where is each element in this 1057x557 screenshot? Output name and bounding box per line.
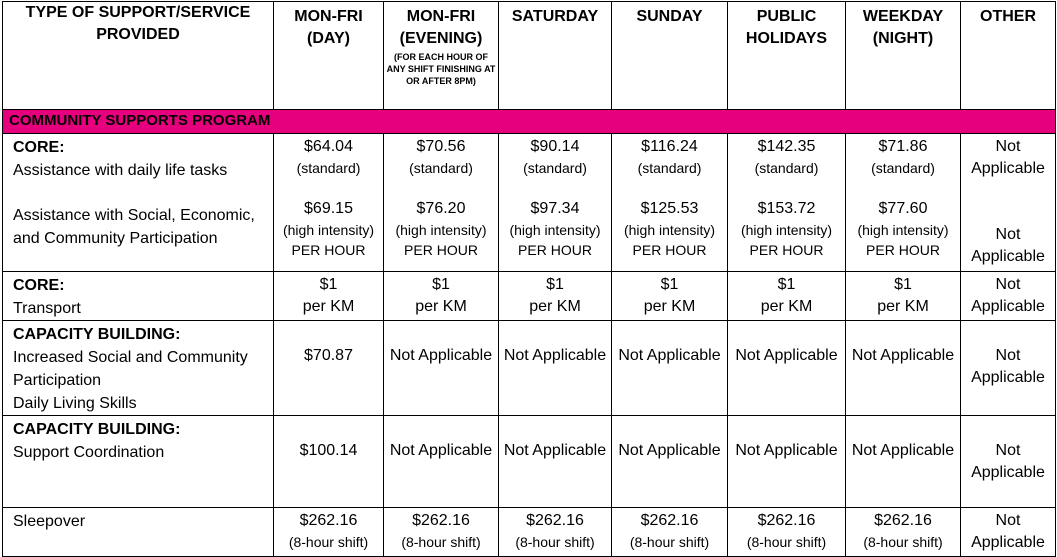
cell-transport-saturday: $1 per KM bbox=[499, 272, 612, 321]
row-sleepover bbox=[3, 508, 1056, 557]
row-label-core-daily: CORE: Assistance with daily life tasks Assistance with Social, Economic, and Community Participation bbox=[3, 134, 274, 272]
cell-capacity-social-weekday-night: Not Applicable bbox=[846, 321, 961, 416]
cell-coordination-saturday: Not Applicable bbox=[499, 416, 612, 508]
cell-capacity-social-mon-fri-day: $70.87 bbox=[274, 321, 384, 416]
cell-sleepover-weekday-night: $262.16 (8-hour shift) bbox=[846, 508, 961, 557]
support-rates-table bbox=[2, 1, 1056, 557]
section-row bbox=[3, 110, 1056, 134]
cell-capacity-social-sunday: Not Applicable bbox=[612, 321, 728, 416]
cell-coordination-public-holidays: Not Applicable bbox=[728, 416, 846, 508]
cell-coordination-weekday-night: Not Applicable bbox=[846, 416, 961, 508]
cell-core-daily-sunday: $116.24 (standard) $125.53 (high intensity) PER HOUR bbox=[612, 134, 728, 272]
cell-coordination-mon-fri-day: $100.14 bbox=[274, 416, 384, 508]
row-label-sleepover: Sleepover bbox=[3, 508, 274, 557]
header-row bbox=[3, 2, 1056, 110]
cell-core-daily-public-holidays: $142.35 (standard) $153.72 (high intensity) PER HOUR bbox=[728, 134, 846, 272]
cell-sleepover-sunday: $262.16 (8-hour shift) bbox=[612, 508, 728, 557]
row-capacity-social bbox=[3, 321, 1056, 416]
header-weekday-night: WEEKDAY (NIGHT) bbox=[846, 2, 961, 110]
header-sunday: SUNDAY bbox=[612, 2, 728, 110]
cell-sleepover-saturday: $262.16 (8-hour shift) bbox=[499, 508, 612, 557]
cell-core-daily-mon-fri-evening: $70.56 (standard) $76.20 (high intensity) PER HOUR bbox=[384, 134, 499, 272]
cell-coordination-other: Not Applicable bbox=[961, 416, 1056, 508]
header-public-holidays: PUBLIC HOLIDAYS bbox=[728, 2, 846, 110]
header-mon-fri-day: MON-FRI (DAY) bbox=[274, 2, 384, 110]
cell-capacity-social-public-holidays: Not Applicable bbox=[728, 321, 846, 416]
row-label-capacity-coordination: CAPACITY BUILDING: Support Coordination bbox=[3, 416, 274, 508]
header-other: OTHER bbox=[961, 2, 1056, 110]
cell-transport-sunday: $1 per KM bbox=[612, 272, 728, 321]
cell-capacity-social-other: Not Applicable bbox=[961, 321, 1056, 416]
cell-capacity-social-saturday: Not Applicable bbox=[499, 321, 612, 416]
cell-core-daily-other: Not Applicable Not Applicable bbox=[961, 134, 1056, 272]
cell-sleepover-mon-fri-evening: $262.16 (8-hour shift) bbox=[384, 508, 499, 557]
cell-transport-other: Not Applicable bbox=[961, 272, 1056, 321]
cell-coordination-sunday: Not Applicable bbox=[612, 416, 728, 508]
cell-sleepover-public-holidays: $262.16 (8-hour shift) bbox=[728, 508, 846, 557]
header-mon-fri-evening: MON-FRI (EVENING) (FOR EACH HOUR OF ANY SHIFT FINISHING AT OR AFTER 8PM) bbox=[384, 2, 499, 110]
cell-transport-public-holidays: $1 per KM bbox=[728, 272, 846, 321]
cell-transport-mon-fri-day: $1 per KM bbox=[274, 272, 384, 321]
row-core-daily bbox=[3, 134, 1056, 272]
cell-core-daily-weekday-night: $71.86 (standard) $77.60 (high intensity) PER HOUR bbox=[846, 134, 961, 272]
cell-core-daily-mon-fri-day: $64.04 (standard) $69.15 (high intensity) PER HOUR bbox=[274, 134, 384, 272]
row-capacity-coordination bbox=[3, 416, 1056, 508]
row-core-transport bbox=[3, 272, 1056, 321]
cell-sleepover-mon-fri-day: $262.16 (8-hour shift) bbox=[274, 508, 384, 557]
cell-transport-weekday-night: $1 per KM bbox=[846, 272, 961, 321]
row-label-capacity-social: CAPACITY BUILDING: Increased Social and Community Participation Daily Living Skills bbox=[3, 321, 274, 416]
cell-coordination-mon-fri-evening: Not Applicable bbox=[384, 416, 499, 508]
header-type-of-support: TYPE OF SUPPORT/SERVICE PROVIDED bbox=[3, 2, 274, 110]
row-label-core-transport: CORE: Transport bbox=[3, 272, 274, 321]
cell-sleepover-other: Not Applicable bbox=[961, 508, 1056, 557]
cell-transport-mon-fri-evening: $1 per KM bbox=[384, 272, 499, 321]
header-saturday: SATURDAY bbox=[499, 2, 612, 110]
header-evening-note: (FOR EACH HOUR OF ANY SHIFT FINISHING AT OR AFTER 8PM) bbox=[386, 52, 496, 86]
cell-core-daily-saturday: $90.14 (standard) $97.34 (high intensity) PER HOUR bbox=[499, 134, 612, 272]
cell-capacity-social-mon-fri-evening: Not Applicable bbox=[384, 321, 499, 416]
section-title: COMMUNITY SUPPORTS PROGRAM bbox=[3, 110, 1056, 134]
